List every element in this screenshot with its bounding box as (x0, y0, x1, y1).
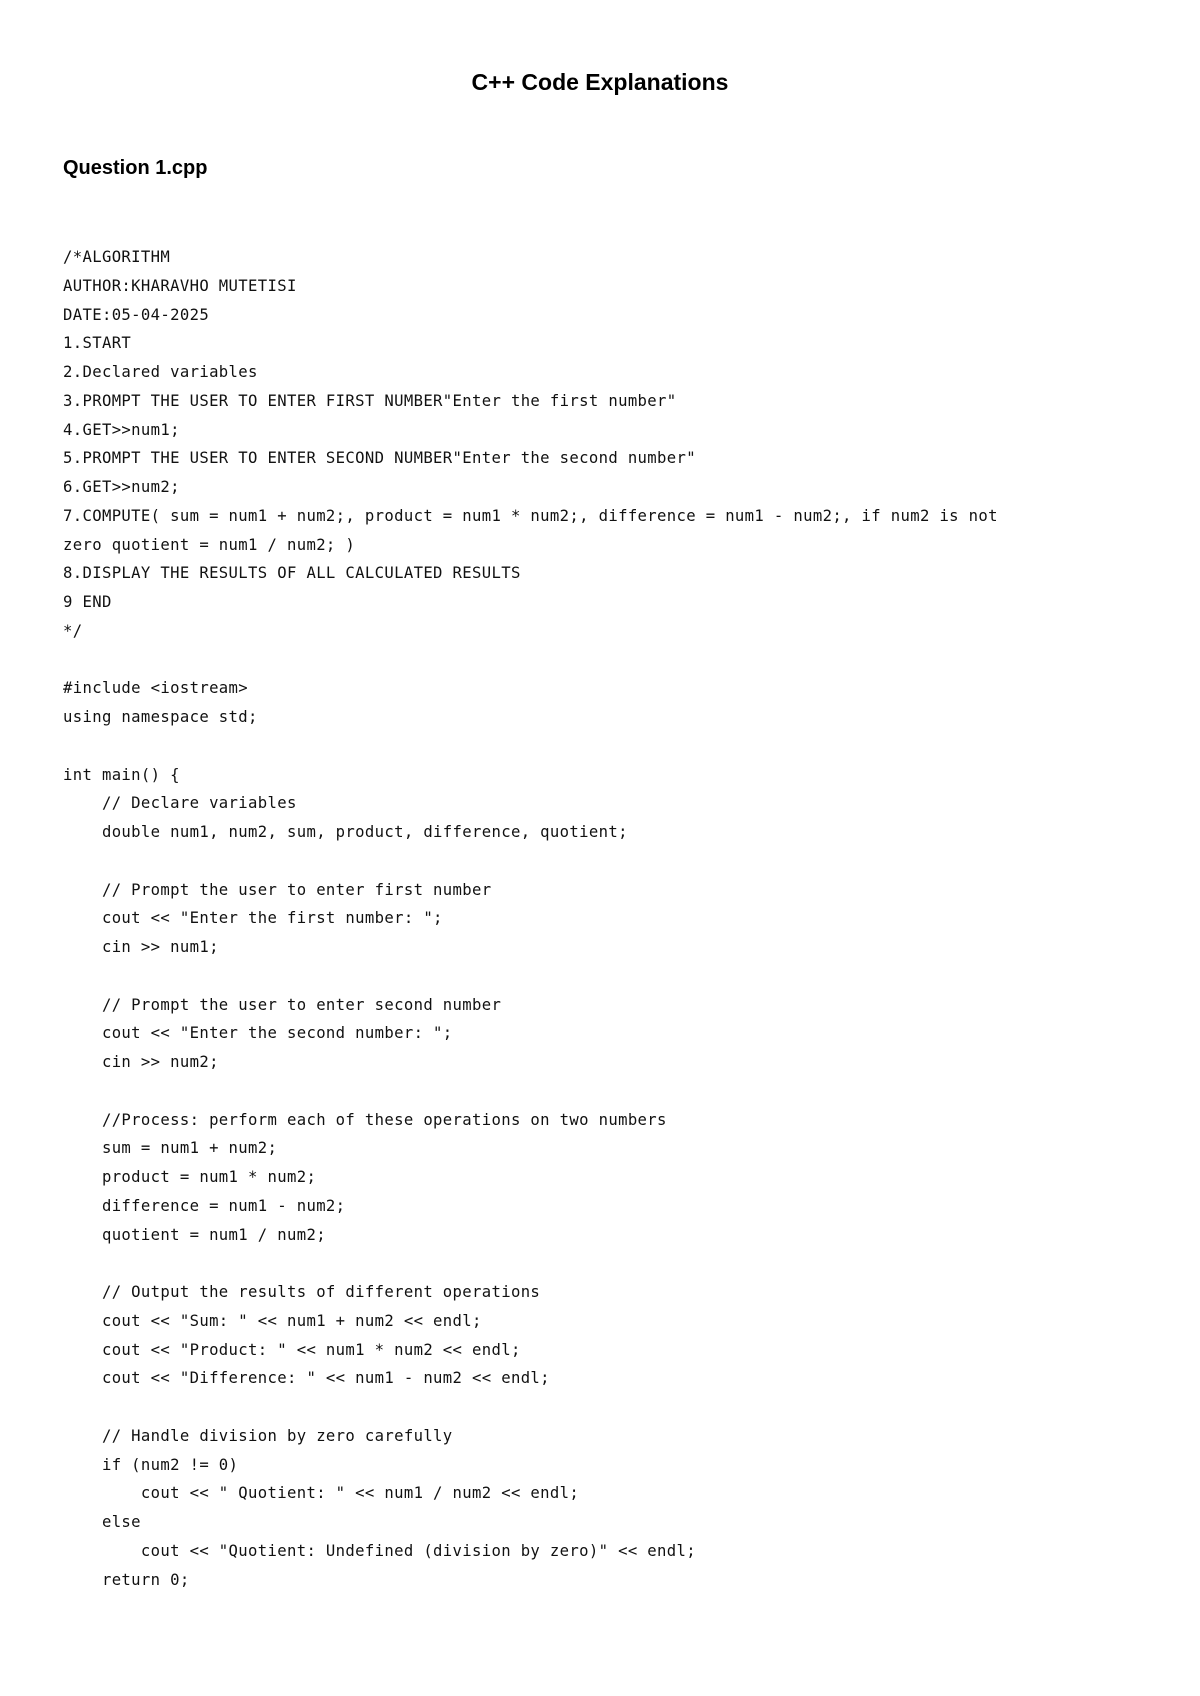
code-line: 2.Declared variables (63, 363, 258, 381)
code-line: quotient = num1 / num2; (63, 1225, 326, 1244)
code-line: cout << "Enter the first number: "; (63, 909, 443, 928)
code-line: DATE:05-04-2025 (63, 305, 210, 324)
code-line: cout << " Quotient: " << num1 / num2 << endl; (63, 1484, 580, 1503)
code-line: difference = num1 - num2; (63, 1196, 346, 1215)
code-line: //Process: perform each of these operations on two numbers (63, 1110, 667, 1129)
code-line (63, 1249, 1153, 1278)
code-line: cout << "Enter the second number: "; (63, 1024, 453, 1043)
document-title: C++ Code Explanations (471, 69, 729, 95)
code-line: zero quotient = num1 / num2; ) (63, 535, 356, 554)
code-line: cout << "Sum: " << num1 + num2 << endl; (63, 1311, 482, 1330)
code-line: #include <iostream> (63, 679, 249, 698)
code-line: double num1, num2, sum, product, difference, quotient; (63, 823, 628, 841)
code-line: cin >> num1; (63, 938, 219, 956)
code-line: /*ALGORITHM (63, 248, 171, 266)
code-line: // Declare variables (63, 794, 297, 813)
code-line (63, 962, 1153, 991)
code-line: 7.COMPUTE( sum = num1 + num2;, product = num1 * num2;, difference = num1 - num2;, if num2 is not (63, 506, 998, 525)
code-line: 5.PROMPT THE USER TO ENTER SECOND NUMBER"Enter the second number" (63, 449, 696, 468)
code-line: AUTHOR:KHARAVHO MUTETISI (63, 276, 297, 295)
code-line: // Handle division by zero carefully (63, 1426, 453, 1445)
code-line: // Output the results of different operations (63, 1283, 541, 1301)
code-line: 4.GET>>num1; (63, 420, 180, 439)
code-line (63, 1077, 1153, 1106)
code-line: // Prompt the user to enter second number (63, 995, 502, 1014)
section-heading-question-1: Question 1.cpp (63, 157, 208, 179)
code-line: product = num1 * num2; (63, 1168, 317, 1186)
code-line (63, 646, 1153, 675)
code-line: int main() { (63, 765, 180, 784)
code-block (63, 243, 1153, 1594)
code-line: if (num2 != 0) (63, 1455, 239, 1474)
code-line: cout << "Product: " << num1 * num2 << endl; (63, 1340, 521, 1359)
code-line: cout << "Difference: " << num1 - num2 << endl; (63, 1369, 550, 1388)
code-line: sum = num1 + num2; (63, 1139, 278, 1158)
code-line (63, 847, 1153, 876)
code-line: 9 END (63, 593, 112, 611)
code-line: 3.PROMPT THE USER TO ENTER FIRST NUMBER"Enter the first number" (63, 391, 677, 410)
code-line: cout << "Quotient: Undefined (division by zero)" << endl; (63, 1541, 696, 1560)
code-line: else (63, 1513, 141, 1531)
code-line (63, 732, 1153, 761)
code-line (63, 1393, 1153, 1422)
code-line: */ (63, 621, 83, 640)
code-line: using namespace std; (63, 708, 258, 726)
code-line: 1.START (63, 334, 132, 353)
code-line: 6.GET>>num2; (63, 478, 180, 496)
code-line: 8.DISPLAY THE RESULTS OF ALL CALCULATED RESULTS (63, 564, 521, 583)
code-line: // Prompt the user to enter first number (63, 880, 492, 899)
code-line: return 0; (63, 1570, 190, 1589)
code-line: cin >> num2; (63, 1053, 219, 1071)
